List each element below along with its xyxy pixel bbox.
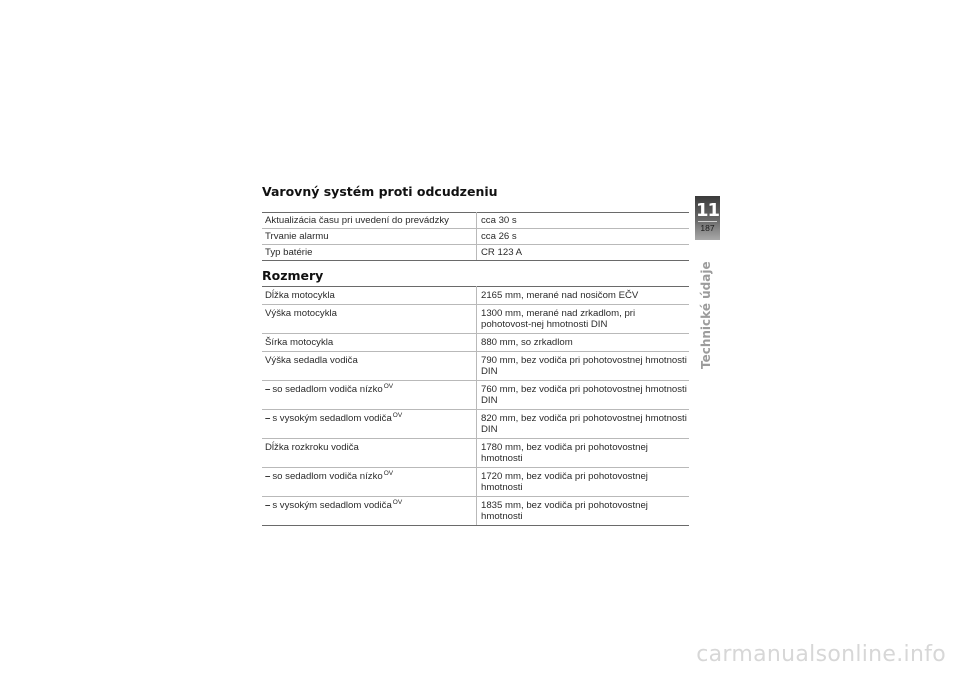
spec-label: s vysokým sedadlom vodiča xyxy=(272,500,392,511)
spec-value: 820 mm, bez vodiča pri pohotovostnej hmotnosti DIN xyxy=(477,410,690,439)
chapter-side-title: Technické údaje xyxy=(699,261,713,369)
dash-marker: – xyxy=(265,384,271,395)
spec-label-cell xyxy=(262,497,477,526)
spec-value: 1300 mm, merané nad zrkadlom, pri pohotovost-nej hmotnosti DIN xyxy=(477,305,690,334)
alarm-spec-table xyxy=(262,212,689,261)
table-row xyxy=(262,352,689,381)
section-title-dimensions: Rozmery xyxy=(262,268,324,283)
spec-value: 790 mm, bez vodiča pri pohotovostnej hmotnosti DIN xyxy=(477,352,690,381)
spec-label: Dĺžka rozkroku vodiča xyxy=(262,439,477,468)
spec-label: Typ batérie xyxy=(262,245,477,261)
dash-marker: – xyxy=(265,500,271,511)
table-row xyxy=(262,213,689,229)
section-title-alarm: Varovný systém proti odcudzeniu xyxy=(262,184,498,199)
chapter-tab xyxy=(695,196,720,240)
table-row xyxy=(262,305,689,334)
chapter-divider xyxy=(698,221,717,222)
spec-value: 2165 mm, merané nad nosičom EČV xyxy=(477,287,690,305)
spec-label: Trvanie alarmu xyxy=(262,229,477,245)
spec-value: 880 mm, so zrkadlom xyxy=(477,334,690,352)
spec-label: Výška motocykla xyxy=(262,305,477,334)
table-row xyxy=(262,439,689,468)
dash-marker: – xyxy=(265,413,271,424)
spec-label: Šírka motocykla xyxy=(262,334,477,352)
option-tag: OV xyxy=(392,498,403,506)
spec-label: Aktualizácia času pri uvedení do prevádzky xyxy=(262,213,477,229)
table-row xyxy=(262,287,689,305)
table-row xyxy=(262,334,689,352)
spec-label-cell xyxy=(262,468,477,497)
dash-marker: – xyxy=(265,471,271,482)
table-row xyxy=(262,497,689,526)
watermark-text: carmanualsonline.info xyxy=(696,642,946,667)
page-number: 187 xyxy=(700,223,715,233)
table-row xyxy=(262,410,689,439)
table-row xyxy=(262,468,689,497)
option-tag: OV xyxy=(383,469,394,477)
spec-value: 1835 mm, bez vodiča pri pohotovostnej hmotnosti xyxy=(477,497,690,526)
table-row xyxy=(262,229,689,245)
table-row xyxy=(262,381,689,410)
spec-value: cca 26 s xyxy=(477,229,690,245)
chapter-number: 11 xyxy=(695,200,720,221)
table-row xyxy=(262,245,689,261)
spec-value: 1720 mm, bez vodiča pri pohotovostnej hmotnosti xyxy=(477,468,690,497)
spec-label-cell xyxy=(262,381,477,410)
spec-value: cca 30 s xyxy=(477,213,690,229)
spec-value: 760 mm, bez vodiča pri pohotovostnej hmotnosti DIN xyxy=(477,381,690,410)
spec-value: CR 123 A xyxy=(477,245,690,261)
spec-label: Výška sedadla vodiča xyxy=(262,352,477,381)
spec-value: 1780 mm, bez vodiča pri pohotovostnej hmotnosti xyxy=(477,439,690,468)
spec-label: Dĺžka motocykla xyxy=(262,287,477,305)
spec-label: so sedadlom vodiča nízko xyxy=(272,384,383,395)
dimensions-spec-table xyxy=(262,286,689,526)
spec-label-cell xyxy=(262,410,477,439)
spec-label: so sedadlom vodiča nízko xyxy=(272,471,383,482)
spec-label: s vysokým sedadlom vodiča xyxy=(272,413,392,424)
option-tag: OV xyxy=(383,382,394,390)
option-tag: OV xyxy=(392,411,403,419)
